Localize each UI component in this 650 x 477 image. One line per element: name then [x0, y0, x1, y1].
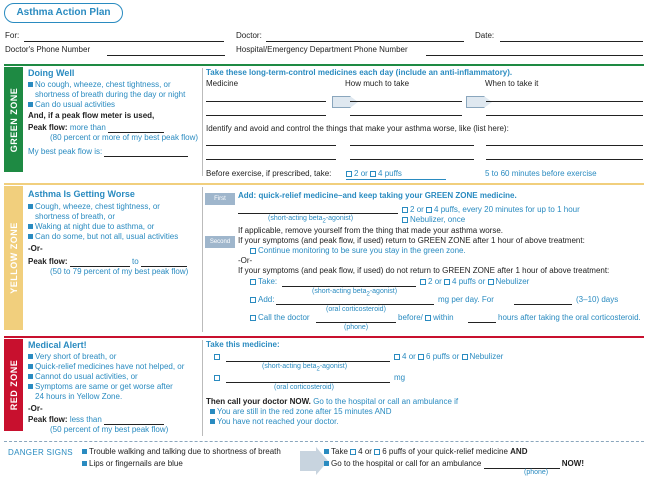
first-step-tag: First — [205, 193, 235, 205]
green-divider — [202, 68, 203, 176]
opt-4-puffs: 4 puffs, every 20 minutes for up to 1 hour — [434, 205, 580, 214]
before-exercise: Before exercise, if prescribed, take: — [206, 169, 332, 178]
opt-or: or — [434, 277, 442, 286]
red-symptom: Cannot do usual activities, or — [35, 372, 138, 381]
trigger-field[interactable] — [206, 145, 336, 146]
call-doctor-label: Call the doctor — [258, 313, 310, 322]
opt-6: 6 — [382, 447, 387, 456]
trigger-field[interactable] — [486, 159, 643, 160]
hours-after: hours after taking the oral corticosteroid. — [498, 313, 641, 322]
checkbox[interactable] — [214, 354, 220, 360]
danger-now: NOW! — [561, 459, 584, 468]
green-and-if: And, if a peak flow meter is used, — [28, 111, 155, 120]
checkbox[interactable] — [444, 279, 450, 285]
opt-or: or — [360, 169, 368, 178]
go-hospital: Go to the hospital or call an ambulance if — [313, 397, 459, 406]
nebulizer: Nebulizer — [495, 277, 530, 286]
doctor-phone-field[interactable] — [316, 322, 396, 323]
mg-per-day: mg per day. For — [438, 295, 494, 304]
peak-flow-green-field[interactable] — [108, 125, 164, 133]
opt-or: or — [416, 205, 424, 214]
take-label: Take: — [258, 277, 278, 286]
oral-cs-label: (oral corticosteroid) — [274, 384, 334, 391]
dose-field[interactable] — [350, 115, 462, 116]
arrow-icon — [466, 96, 485, 108]
yellow-divider — [202, 187, 203, 332]
red-oral-field[interactable] — [226, 382, 390, 383]
green-zone-rule — [4, 64, 644, 66]
date-label: Date: — [475, 31, 495, 40]
yellow-or2: -Or- — [238, 256, 253, 265]
red-symptom: 24 hours in Yellow Zone. — [35, 392, 123, 401]
for-label: For: — [5, 31, 20, 40]
best-peak-flow-field[interactable] — [104, 149, 188, 157]
second-step-tag: Second — [205, 236, 235, 248]
qr-sub: 2 — [322, 218, 326, 225]
peak-flow-high-field[interactable] — [141, 259, 187, 267]
peak-flow-low-field[interactable] — [70, 259, 130, 267]
qr-label: (short-acting beta — [262, 363, 317, 370]
red-symptom: Quick-relief medicines have not helped, or — [35, 362, 185, 371]
checkbox[interactable] — [425, 315, 431, 321]
opt-4-puffs: 4 puffs — [452, 277, 476, 286]
within: within — [433, 313, 454, 322]
arrow-icon — [332, 96, 351, 108]
first-heading: Add: quick-relief medicine–and keep taking your GREEN ZONE medicine. — [238, 191, 517, 200]
opt-or: or — [478, 277, 486, 286]
danger-sign: Trouble walking and talking due to shortness of breath — [89, 447, 281, 456]
red-zone-tab: RED ZONE — [4, 339, 23, 431]
green-symptom: shortness of breath during the day or night — [35, 90, 186, 99]
red-bullet: You are still in the red zone after 15 minutes AND — [217, 407, 392, 416]
yellow-symptom: shortness of breath, or — [35, 212, 116, 221]
page-title: Asthma Action Plan — [4, 3, 123, 23]
checkbox[interactable] — [370, 171, 376, 177]
danger-and: AND — [510, 447, 528, 456]
danger-label: DANGER SIGNS — [8, 448, 73, 457]
col-medicine: Medicine — [206, 79, 239, 88]
opt-2: 2 — [354, 169, 359, 178]
trigger-field[interactable] — [206, 159, 336, 160]
for-field[interactable] — [24, 41, 224, 42]
oral-cs-label: (oral corticosteroid) — [326, 306, 386, 313]
take-medicine: Take this medicine: — [206, 340, 280, 349]
dose-field[interactable] — [350, 101, 462, 102]
opt-2: 2 — [410, 205, 415, 214]
yellow-or: -Or- — [28, 244, 43, 253]
date-field[interactable] — [500, 41, 643, 42]
medicine-field[interactable] — [206, 101, 326, 102]
red-peak-flow-note: (50 percent of my best peak flow) — [50, 425, 169, 434]
trigger-field[interactable] — [350, 145, 474, 146]
opt-2: 2 — [428, 277, 433, 286]
checkbox[interactable] — [250, 279, 256, 285]
red-med-field[interactable] — [226, 361, 390, 362]
hospital-phone-label: Hospital/Emergency Department Phone Number — [236, 45, 408, 54]
green-symptom: No cough, wheeze, chest tightness, or — [35, 80, 171, 89]
col-how-much: How much to take — [345, 79, 410, 88]
checkbox[interactable] — [374, 449, 380, 455]
quick-relief-field[interactable] — [238, 213, 398, 214]
phone-label: (phone) — [524, 469, 549, 476]
col-when: When to take it — [485, 79, 539, 88]
qr-label: (short-acting beta — [268, 215, 323, 222]
checkbox[interactable] — [402, 207, 408, 213]
qr-end: -agonist) — [325, 215, 354, 222]
green-peak-flow-note: (80 percent or more of my best peak flow) — [50, 133, 199, 142]
green-instructions: Take these long-term-control medicines each day (include an anti-inflammatory). — [206, 68, 513, 77]
medicine-field[interactable] — [206, 115, 326, 116]
green-symptom: Can do usual activities — [35, 100, 116, 109]
trigger-field[interactable] — [350, 159, 474, 160]
doctor-label: Doctor: — [236, 31, 262, 40]
when-field[interactable] — [486, 115, 643, 116]
red-symptom: Very short of breath, or — [35, 352, 117, 361]
checkbox[interactable] — [488, 279, 494, 285]
danger-sign: Lips or fingernails are blue — [89, 459, 183, 468]
yellow-symptom: Can do some, but not all, usual activities — [35, 232, 179, 241]
peak-flow-red-field[interactable] — [104, 417, 164, 425]
doctor-field[interactable] — [266, 41, 464, 42]
danger-divider — [4, 441, 644, 442]
mg-label: mg — [394, 373, 406, 382]
peak-flow-label: Peak flow: — [28, 415, 68, 424]
danger-or: or — [364, 447, 372, 456]
nebulizer: Nebulizer — [469, 352, 504, 361]
checkbox[interactable] — [394, 354, 400, 360]
checkbox[interactable] — [418, 354, 424, 360]
identify-text: Identify and avoid and control the things that make your asthma worse, like (list here): — [206, 124, 509, 133]
peak-flow-more: more than — [69, 123, 106, 132]
hours-field[interactable] — [468, 322, 496, 323]
opt-4-puffs: 4 puffs — [378, 169, 402, 178]
qr-sub: 2 — [366, 291, 370, 298]
opt-4: 4 — [358, 447, 363, 456]
trigger-field[interactable] — [486, 145, 643, 146]
return-line: If your symptoms (and peak flow, if used) return to GREEN ZONE after 1 hour of above treatment: — [238, 236, 585, 245]
exercise-timing: 5 to 60 minutes before exercise — [485, 169, 597, 178]
add-label: Add: — [258, 295, 275, 304]
doctor-phone-label: Doctor's Phone Number — [5, 45, 91, 54]
checkbox[interactable] — [426, 207, 432, 213]
red-zone-rule — [4, 336, 644, 338]
days-field[interactable] — [514, 304, 572, 305]
red-or: -Or- — [28, 404, 43, 413]
yellow-zone-tab: YELLOW ZONE — [4, 186, 23, 330]
checkbox[interactable] — [420, 279, 426, 285]
ambulance-phone-field[interactable] — [484, 461, 560, 469]
not-return-line: If your symptoms (and peak flow, if used) do not return to GREEN ZONE after 1 hour of above treatment: — [238, 266, 610, 275]
peak-flow-less: less than — [69, 415, 102, 424]
danger-go-hospital: Go to the hospital or call for an ambulance — [331, 459, 482, 468]
red-heading: Medical Alert! — [28, 340, 87, 350]
yellow-symptom: Waking at night due to asthma, or — [35, 222, 155, 231]
checkbox[interactable] — [214, 375, 220, 381]
peak-flow-label: Peak flow: — [28, 257, 68, 266]
yellow-heading: Asthma Is Getting Worse — [28, 189, 135, 199]
qr-end: -agonist) — [369, 288, 398, 295]
opt-or: or — [452, 352, 460, 361]
add-field[interactable] — [276, 304, 434, 305]
take-field[interactable] — [282, 286, 416, 287]
checkbox[interactable] — [350, 449, 356, 455]
days-label: (3–10) days — [576, 295, 619, 304]
before-within: before/ — [398, 313, 423, 322]
red-bullet: You have not reached your doctor. — [217, 417, 339, 426]
peak-flow-label: Peak flow: — [28, 123, 68, 132]
qr-end: -agonist) — [319, 363, 348, 370]
checkbox[interactable] — [250, 248, 256, 254]
qr-label: (short-acting beta — [312, 288, 367, 295]
if-applicable: If applicable, remove yourself from the thing that made your asthma worse. — [238, 226, 504, 235]
green-heading: Doing Well — [28, 68, 75, 78]
peak-flow-to: to — [132, 257, 139, 266]
continue-text: Continue monitoring to be sure you stay in the green zone. — [258, 246, 466, 255]
opt-6-puffs: 6 puffs — [426, 352, 450, 361]
doctor-phone-field[interactable] — [107, 55, 225, 56]
arrow-icon — [300, 451, 316, 471]
danger-take: Take — [331, 447, 348, 456]
phone-label: (phone) — [344, 324, 369, 331]
best-peak-flow-label: My best peak flow is: — [28, 147, 103, 156]
puffs-text: puffs of your quick-relief medicine — [388, 447, 508, 456]
when-field[interactable] — [486, 101, 643, 102]
then-call: Then call your doctor NOW. — [206, 397, 311, 406]
nebulizer-once: Nebulizer, once — [410, 215, 466, 224]
checkbox[interactable] — [250, 315, 256, 321]
red-symptom: Symptoms are same or get worse after — [35, 382, 173, 391]
green-zone-tab: GREEN ZONE — [4, 67, 23, 172]
yellow-peak-flow-note: (50 to 79 percent of my best peak flow) — [50, 267, 189, 276]
opt-4: 4 — [402, 352, 407, 361]
checkbox[interactable] — [346, 171, 352, 177]
checkbox[interactable] — [402, 217, 408, 223]
qr-sub: 2 — [316, 366, 320, 373]
red-divider — [202, 340, 203, 436]
opt-or: or — [408, 352, 416, 361]
yellow-zone-rule — [4, 183, 644, 185]
checkbox[interactable] — [250, 297, 256, 303]
yellow-symptom: Cough, wheeze, chest tightness, or — [35, 202, 160, 211]
hospital-phone-field[interactable] — [426, 55, 643, 56]
exercise-med-field[interactable] — [346, 179, 446, 180]
checkbox[interactable] — [462, 354, 468, 360]
